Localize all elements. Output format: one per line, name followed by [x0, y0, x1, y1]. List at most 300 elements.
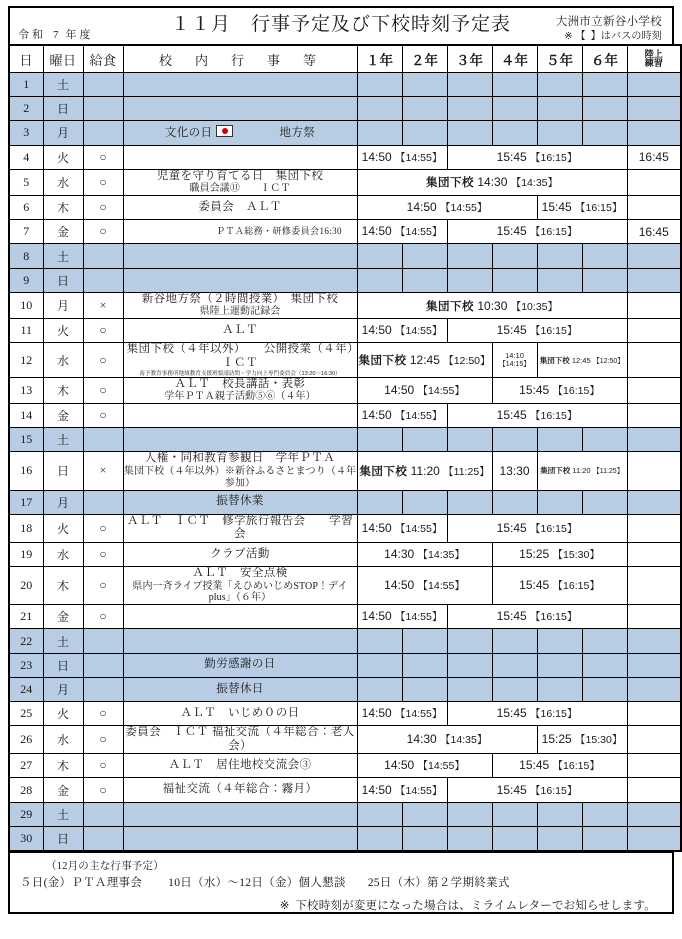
dismissal-time: 15:45: [496, 408, 527, 423]
grade-time-cell-empty: [402, 629, 447, 653]
december-event-2: 10日（水）～12日（金）個人懇談: [168, 876, 346, 889]
day-of-week-cell: 月: [43, 490, 83, 514]
event-text-line2: 県陸上運動記録会: [199, 306, 281, 318]
col-header-dow: 曜日: [43, 45, 83, 73]
dismissal-time: 15:45: [496, 149, 527, 164]
grade-time-cell-empty: [537, 121, 582, 145]
event-text-line1: ＡＬＴ 安全点検: [192, 567, 288, 580]
grade-time-cell: [357, 220, 447, 244]
grade-time-cell: [447, 701, 627, 725]
track-practice-cell: [627, 292, 681, 318]
dismissal-time: 15:45: [496, 782, 527, 797]
grade-time-cell-empty: [537, 73, 582, 97]
event-cell: [123, 826, 357, 850]
lunch-mark-cell: [83, 653, 123, 677]
grade-time-cell-empty: [447, 97, 492, 121]
event-cell: [123, 677, 357, 701]
era-suffix: 年度: [65, 29, 94, 41]
event-text-line1: ＡＬＴ: [222, 324, 258, 337]
december-event-1: ５日(金）ＰＴＡ理事会: [20, 876, 143, 889]
grade-time-cell-empty: [582, 677, 627, 701]
dismissal-time: 15:45: [541, 200, 572, 215]
page-title: １１月 行事予定及び下校時刻予定表: [170, 14, 511, 35]
group-dismissal-label: 集団下校: [358, 355, 407, 368]
bus-time: 【12:50】: [592, 357, 625, 365]
grade-time-cell-empty: [357, 653, 402, 677]
event-text-line1: 委員会 ＡＬＴ: [198, 200, 282, 213]
day-cell: 5: [9, 169, 43, 195]
lunch-mark-cell: [83, 677, 123, 701]
grade-time-cell: [447, 514, 627, 542]
grade-time-cell: [357, 605, 447, 629]
table-body: [9, 73, 681, 851]
day-of-week-cell: 火: [43, 701, 83, 725]
grade-time-cell-empty: [492, 244, 537, 268]
day-of-week-cell: 水: [43, 542, 83, 566]
event-text-line2: 集団下校（４年以外）※新谷ふるさとまつり（４年参加）: [123, 465, 357, 489]
group-dismissal-label: 集団下校: [426, 177, 474, 190]
grade-time-cell-empty: [357, 677, 402, 701]
lunch-mark-cell: ○: [83, 605, 123, 629]
day-cell: 3: [9, 121, 43, 145]
lunch-mark-cell: ○: [83, 319, 123, 343]
grade-time-cell: [537, 452, 627, 490]
day-of-week-cell: 日: [43, 826, 83, 850]
grade-time-cell-empty: [492, 428, 537, 452]
event-cell: [123, 514, 357, 542]
lunch-mark-cell: [83, 121, 123, 145]
grade-time-cell-empty: [447, 428, 492, 452]
event-cell: [123, 343, 378, 377]
grade-time-cell-empty: [447, 802, 492, 826]
event-cell: [123, 268, 357, 292]
track-practice-cell: [627, 605, 681, 629]
footer-notes: [8, 852, 674, 914]
event-cell: [123, 319, 357, 343]
day-of-week-cell: 木: [43, 377, 83, 403]
dismissal-time: 11:20: [410, 463, 440, 478]
grade-time-cell-empty: [357, 629, 402, 653]
group-dismissal-label: 集団下校: [540, 466, 571, 476]
bus-time: 【14:55】: [395, 151, 443, 164]
grade-time-cell-empty: [357, 268, 402, 292]
grade-time-cell-empty: [402, 653, 447, 677]
table-row: [9, 268, 681, 292]
day-cell: 25: [9, 701, 43, 725]
grade-time-cell-empty: [537, 97, 582, 121]
event-cell: [123, 778, 357, 802]
event-cell: [123, 542, 357, 566]
event-text-line1: ＡＬＴ 居住地校交流会③: [168, 759, 312, 772]
bus-time: 【14:35】: [417, 548, 465, 561]
grade-time-cell-empty: [537, 428, 582, 452]
day-cell: 29: [9, 802, 43, 826]
track-practice-cell: [627, 97, 681, 121]
lunch-mark-cell: ×: [83, 452, 123, 490]
day-of-week-cell: 日: [43, 653, 83, 677]
grade-time-cell-empty: [447, 490, 492, 514]
lunch-mark-cell: ×: [83, 292, 123, 318]
grade-time-cell: [357, 319, 447, 343]
day-cell: 9: [9, 268, 43, 292]
grade-time-cell-empty: [537, 244, 582, 268]
event-cell: [123, 169, 357, 195]
grade-time-cell-empty: [447, 653, 492, 677]
track-practice-cell: [627, 169, 681, 195]
event-text-line1: ＡＬＴ ＩＣＴ 修学旅行報告会 学習会: [126, 514, 354, 541]
grade-time-cell: [447, 778, 627, 802]
grade-time-cell-empty: [537, 826, 582, 850]
lunch-mark-cell: [83, 244, 123, 268]
bus-time: 【14:15】: [498, 360, 531, 368]
grade-time-cell: [537, 196, 627, 220]
dismissal-time: 14:50: [361, 224, 392, 239]
grade-time-cell: [357, 778, 447, 802]
lunch-mark-cell: ○: [83, 778, 123, 802]
lunch-mark-cell: ○: [83, 377, 123, 403]
day-cell: 22: [9, 629, 43, 653]
table-row: [9, 169, 681, 195]
col-header-day: 日: [9, 45, 43, 73]
dismissal-time: 14:30: [477, 175, 508, 190]
table-row: [9, 196, 681, 220]
grade-time-cell-empty: [537, 629, 582, 653]
bus-time: 【14:55】: [417, 384, 465, 397]
day-cell: 7: [9, 220, 43, 244]
grade-time-cell-empty: [447, 629, 492, 653]
track-practice-cell: [627, 629, 681, 653]
grade-time-cell-empty: [447, 121, 492, 145]
table-row: [9, 802, 681, 826]
day-cell: 21: [9, 605, 43, 629]
december-heading: （12月の主な行事予定）: [46, 860, 164, 872]
grade-time-cell-empty: [492, 97, 537, 121]
event-text-line1b: 地方祭: [279, 127, 316, 140]
table-row: [9, 121, 681, 145]
day-cell: 4: [9, 145, 43, 169]
table-row: [9, 677, 681, 701]
grade-time-cell-empty: [402, 677, 447, 701]
grade-time-cell-empty: [492, 73, 537, 97]
event-cell: [123, 404, 357, 428]
day-of-week-cell: 金: [43, 778, 83, 802]
grade-time-cell: [447, 404, 627, 428]
lunch-mark-cell: ○: [83, 169, 123, 195]
grade-time-cell-empty: [492, 268, 537, 292]
group-dismissal-label: 集団下校: [426, 300, 474, 313]
col-header-grade-3: ３年: [447, 45, 492, 73]
bus-time: 【14:55】: [395, 325, 443, 338]
dismissal-time: 14:30: [384, 546, 415, 561]
japan-flag-icon: [216, 125, 233, 137]
event-cell: [123, 377, 357, 403]
grade-time-cell-empty: [447, 268, 492, 292]
day-of-week-cell: 木: [43, 567, 83, 605]
event-cell: [123, 220, 357, 244]
table-row: [9, 73, 681, 97]
event-cell: [123, 452, 357, 490]
grade-time-cell: [492, 452, 537, 490]
grade-time-cell: [357, 292, 627, 318]
bus-time: 【16:15】: [530, 325, 578, 338]
grade-time-cell-empty: [582, 490, 627, 514]
dismissal-time: 15:45: [496, 520, 527, 535]
day-of-week-cell: 土: [43, 802, 83, 826]
lunch-mark-cell: ○: [83, 145, 123, 169]
table-row: [9, 343, 681, 377]
day-cell: 10: [9, 292, 43, 318]
col-header-grade-1: １年: [357, 45, 402, 73]
day-cell: 17: [9, 490, 43, 514]
event-text-line2: 職員会議⑪ ＩＣＴ: [189, 183, 291, 195]
note-asterisk: ※: [279, 899, 296, 912]
grade-time-cell-empty: [402, 268, 447, 292]
lunch-mark-cell: ○: [83, 726, 123, 754]
grade-time-cell: [447, 605, 627, 629]
grade-time-cell: [357, 377, 492, 403]
table-row: [9, 452, 681, 490]
grade-time-cell: [537, 343, 627, 377]
bus-time: 【16:15】: [530, 410, 578, 423]
bus-time: 【14:55】: [440, 202, 488, 215]
track-practice-cell: [627, 196, 681, 220]
grade-time-cell-empty: [357, 802, 402, 826]
col-header-grade-6: ６年: [582, 45, 627, 73]
event-cell: [123, 605, 357, 629]
track-practice-cell: [627, 268, 681, 292]
bus-time: 【14:35】: [510, 177, 558, 190]
grade-time-cell-empty: [357, 826, 402, 850]
day-of-week-cell: 金: [43, 404, 83, 428]
grade-time-cell: [492, 542, 627, 566]
dismissal-time: 15:45: [519, 578, 550, 593]
note-body: 下校時刻が変更になった場合は、ミライムレターでお知らせします。: [295, 899, 656, 912]
bus-time: 【14:55】: [395, 708, 443, 721]
event-text-line1: 集団下校（４年以外） 公開授業（４年） ＩＣＴ: [126, 343, 378, 369]
event-cell: [123, 802, 357, 826]
dismissal-time: 15:25: [541, 732, 572, 747]
table-row: [9, 653, 681, 677]
day-cell: 18: [9, 514, 43, 542]
grade-time-cell-empty: [582, 428, 627, 452]
grade-time-cell-empty: [357, 73, 402, 97]
track-practice-cell: [627, 121, 681, 145]
col-header-event: 校 内 行 事 等: [123, 45, 357, 73]
col-header-track-practice: [627, 45, 681, 73]
grade-time-cell-empty: [447, 244, 492, 268]
bus-time: 【11:25】: [443, 465, 490, 478]
grade-time-cell-empty: [402, 97, 447, 121]
era-line: [18, 26, 94, 42]
grade-time-cell-empty: [537, 677, 582, 701]
event-cell: [123, 428, 357, 452]
bus-time: 【16:15】: [530, 611, 578, 624]
grade-time-cell-empty: [402, 490, 447, 514]
track-practice-cell: [627, 778, 681, 802]
bus-time: 【14:55】: [417, 580, 465, 593]
event-text-line1: 振替休業: [216, 495, 264, 508]
grade-time-cell: [357, 754, 492, 778]
track-line-2: 練習: [644, 58, 663, 68]
day-cell: 15: [9, 428, 43, 452]
schedule-table: [8, 44, 682, 852]
day-cell: 13: [9, 377, 43, 403]
event-text-line1: 委員会 ＩＣＴ 福祉交流（４年総合：老人会）: [125, 726, 355, 752]
grade-time-cell-empty: [582, 629, 627, 653]
dismissal-time: 14:50: [361, 782, 392, 797]
grade-time-cell: [492, 567, 627, 605]
grade-time-cell-empty: [492, 802, 537, 826]
day-cell: 1: [9, 73, 43, 97]
grade-time-cell-empty: [582, 73, 627, 97]
grade-time-cell-empty: [402, 826, 447, 850]
table-row: [9, 542, 681, 566]
group-dismissal-label: 集団下校: [539, 355, 570, 365]
day-of-week-cell: 月: [43, 121, 83, 145]
bus-time: 【14:55】: [395, 226, 443, 239]
bus-time: 【16:15】: [530, 522, 578, 535]
dismissal-time: 15:45: [496, 706, 527, 721]
grade-time-cell-empty: [402, 73, 447, 97]
grade-time-cell-empty: [582, 121, 627, 145]
col-header-grade-2: ２年: [402, 45, 447, 73]
table-row: [9, 778, 681, 802]
dismissal-time: 10:30: [477, 298, 508, 313]
table-row: [9, 567, 681, 605]
event-cell: [123, 726, 357, 754]
bus-time: 【14:35】: [440, 734, 488, 747]
grade-time-cell: [357, 514, 447, 542]
day-cell: 16: [9, 452, 43, 490]
lunch-mark-cell: [83, 428, 123, 452]
grade-time-cell: [492, 377, 627, 403]
table-row: [9, 826, 681, 850]
grade-time-cell-empty: [582, 268, 627, 292]
bus-time: 【16:15】: [530, 151, 578, 164]
bus-time: 【14:55】: [395, 410, 443, 423]
bus-time: 【14:55】: [395, 522, 443, 535]
event-cell: [123, 754, 357, 778]
bus-time: 【12:50】: [443, 355, 491, 368]
grade-time-cell-empty: [582, 653, 627, 677]
event-text-line1: 新谷地方祭（２時間授業） 集団下校: [141, 292, 339, 305]
track-practice-cell: [627, 802, 681, 826]
lunch-mark-cell: ○: [83, 567, 123, 605]
school-name: 大洲市立新谷小学校: [555, 16, 662, 28]
grade-time-cell: [357, 567, 492, 605]
track-practice-cell: [627, 452, 681, 490]
table-row: [9, 490, 681, 514]
lunch-mark-cell: [83, 97, 123, 121]
lunch-mark-cell: ○: [83, 343, 123, 377]
grade-time-cell-empty: [402, 244, 447, 268]
day-cell: 19: [9, 542, 43, 566]
bracket-open: 【: [575, 31, 591, 42]
dismissal-time: 14:50: [361, 323, 392, 338]
track-practice-cell: [627, 244, 681, 268]
event-text-pta: ＰＴＡ総務・研修委員会16:30: [216, 226, 342, 237]
day-of-week-cell: 金: [43, 605, 83, 629]
event-cell: [123, 567, 357, 605]
track-practice-cell: 16:45: [627, 145, 681, 169]
bus-time: 【14:55】: [395, 611, 443, 624]
day-of-week-cell: 日: [43, 452, 83, 490]
track-practice-cell: [627, 754, 681, 778]
lunch-mark-cell: [83, 802, 123, 826]
track-practice-cell: [627, 677, 681, 701]
track-practice-cell: [627, 514, 681, 542]
grade-time-cell-empty: [402, 121, 447, 145]
day-of-week-cell: 土: [43, 428, 83, 452]
bus-time: 【16:15】: [530, 784, 578, 797]
track-practice-cell: [627, 73, 681, 97]
grade-time-cell-empty: [537, 802, 582, 826]
lunch-mark-cell: ○: [83, 542, 123, 566]
event-text-line1: 人権・同和教育参観日 学年ＰＴＡ: [144, 452, 336, 465]
grade-time-cell: [537, 726, 627, 754]
day-cell: 27: [9, 754, 43, 778]
grade-time-cell: [357, 726, 537, 754]
table-row: [9, 319, 681, 343]
grade-time-cell-empty: [492, 677, 537, 701]
dismissal-time: 14:50: [384, 758, 415, 773]
track-practice-cell: [627, 343, 681, 377]
day-cell: 28: [9, 778, 43, 802]
event-cell: [123, 701, 357, 725]
grade-time-cell: [447, 220, 627, 244]
dismissal-time: 14:50: [361, 609, 392, 624]
day-of-week-cell: 月: [43, 292, 83, 318]
grade-time-cell-empty: [492, 826, 537, 850]
bus-time: 【10:35】: [510, 300, 558, 313]
table-row: [9, 629, 681, 653]
bus-time: 【16:15】: [552, 384, 600, 397]
event-cell: [123, 196, 357, 220]
event-cell: [123, 97, 357, 121]
event-cell: [123, 292, 357, 318]
day-of-week-cell: 月: [43, 677, 83, 701]
grade-time-cell: [357, 196, 537, 220]
day-cell: 11: [9, 319, 43, 343]
dismissal-time: 12:45: [571, 355, 591, 365]
grade-time-cell-empty: [357, 244, 402, 268]
grade-time-cell-empty: [582, 826, 627, 850]
grade-time-cell-empty: [537, 490, 582, 514]
bus-time: 【16:15】: [530, 708, 578, 721]
group-dismissal-label: 集団下校: [359, 465, 408, 478]
day-cell: 26: [9, 726, 43, 754]
grade-time-cell: [447, 145, 627, 169]
track-practice-cell: [627, 567, 681, 605]
lunch-mark-cell: [83, 629, 123, 653]
header-row: [9, 45, 681, 73]
event-text-line1: ＡＬＴ 校長講話・表彰: [174, 377, 306, 390]
era-number: 7: [53, 29, 59, 41]
day-of-week-cell: 火: [43, 319, 83, 343]
col-header-grade-4: ４年: [492, 45, 537, 73]
track-practice-cell: [627, 826, 681, 850]
track-practice-cell: [627, 404, 681, 428]
track-practice-cell: [627, 490, 681, 514]
day-cell: 12: [9, 343, 43, 377]
event-text-line1: ＡＬＴ いじめ０の日: [180, 706, 300, 719]
title-header: [8, 6, 674, 44]
day-of-week-cell: 土: [43, 629, 83, 653]
table-row: [9, 292, 681, 318]
grade-time-cell-empty: [492, 629, 537, 653]
table-row: [9, 726, 681, 754]
grade-time-cell-empty: [492, 490, 537, 514]
